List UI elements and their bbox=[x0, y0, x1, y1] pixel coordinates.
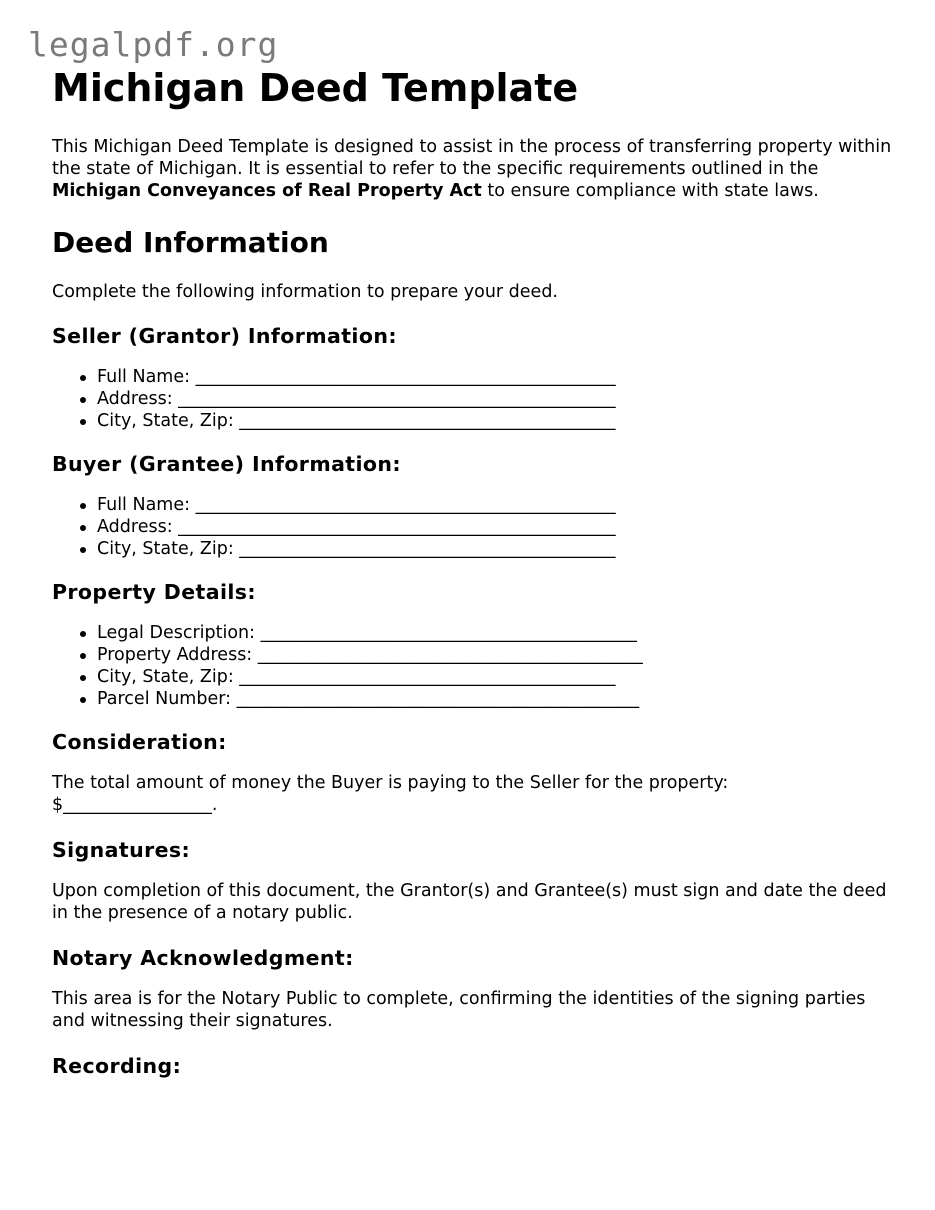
seller-address-field[interactable]: Address: __________________________________________________ bbox=[52, 388, 892, 410]
parcel-number-field[interactable]: Parcel Number: ______________________________________________ bbox=[52, 688, 892, 710]
deed-information-lead: Complete the following information to prepare your deed. bbox=[52, 282, 558, 302]
notary-heading: Notary Acknowledgment: bbox=[52, 946, 354, 970]
property-fields bbox=[52, 622, 892, 710]
buyer-heading: Buyer (Grantee) Information: bbox=[52, 452, 402, 476]
consideration-text: The total amount of money the Buyer is paying to the Seller for the property: $_________________. bbox=[52, 773, 729, 815]
page-title: Michigan Deed Template bbox=[52, 66, 579, 110]
legal-description-field[interactable]: Legal Description: ___________________________________________ bbox=[52, 622, 892, 644]
signatures-heading: Signatures: bbox=[52, 838, 191, 862]
watermark-logo: legalpdf.org bbox=[28, 25, 279, 64]
seller-full-name-field[interactable]: Full Name: ________________________________________________ bbox=[52, 366, 892, 388]
deed-information-heading: Deed Information bbox=[52, 226, 329, 259]
seller-fields bbox=[52, 366, 892, 432]
intro-paragraph bbox=[52, 136, 892, 202]
property-details-heading: Property Details: bbox=[52, 580, 257, 604]
signatures-text: Upon completion of this document, the Grantor(s) and Grantee(s) must sign and date the deed in the presence of a notary public. bbox=[52, 881, 887, 923]
property-city-state-zip-field[interactable]: City, State, Zip: ___________________________________________ bbox=[52, 666, 892, 688]
intro-act-name: Michigan Conveyances of Real Property Act bbox=[52, 181, 482, 201]
intro-text-before: This Michigan Deed Template is designed to assist in the process of transferring property within the state of Michigan. It is essential to refer to the specific requirements outlined in the bbox=[52, 137, 892, 179]
consideration-heading: Consideration: bbox=[52, 730, 227, 754]
seller-heading: Seller (Grantor) Information: bbox=[52, 324, 397, 348]
recording-heading: Recording: bbox=[52, 1054, 182, 1078]
seller-city-state-zip-field[interactable]: City, State, Zip: ___________________________________________ bbox=[52, 410, 892, 432]
property-address-field[interactable]: Property Address: ____________________________________________ bbox=[52, 644, 892, 666]
buyer-full-name-field[interactable]: Full Name: ________________________________________________ bbox=[52, 494, 892, 516]
buyer-city-state-zip-field[interactable]: City, State, Zip: ___________________________________________ bbox=[52, 538, 892, 560]
buyer-address-field[interactable]: Address: __________________________________________________ bbox=[52, 516, 892, 538]
intro-text-after: to ensure compliance with state laws. bbox=[481, 181, 819, 201]
document-page bbox=[52, 66, 892, 1096]
buyer-fields bbox=[52, 494, 892, 560]
notary-text: This area is for the Notary Public to complete, confirming the identities of the signing parties and witnessing their signatures. bbox=[52, 989, 866, 1031]
